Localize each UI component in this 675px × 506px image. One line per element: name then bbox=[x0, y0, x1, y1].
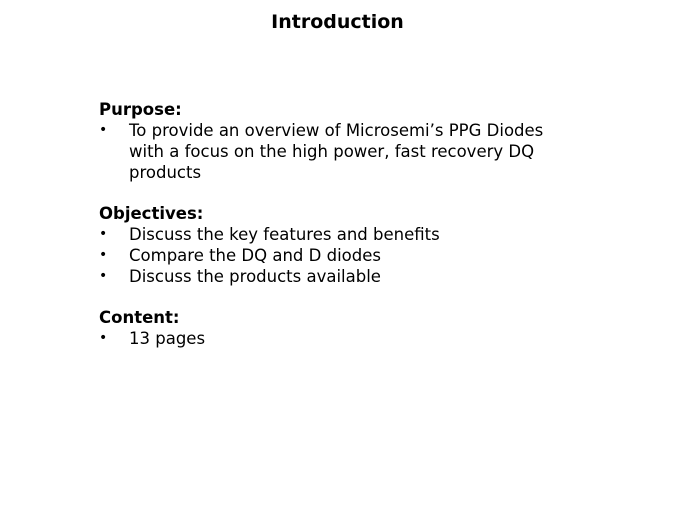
bullet-item: • Discuss the key features and benefits bbox=[99, 225, 440, 244]
section-heading: Objectives: bbox=[99, 204, 204, 223]
section-purpose bbox=[99, 99, 579, 183]
bullet-icon: • bbox=[99, 330, 108, 346]
section-heading: Purpose: bbox=[99, 100, 182, 119]
bullet-item: • To provide an overview of Microsemi’s PPG Diodes with a focus on the high power, fast recovery DQ products bbox=[99, 121, 544, 182]
bullet-icon: • bbox=[99, 226, 108, 242]
bullet-icon: • bbox=[99, 122, 108, 138]
bullet-item: • Discuss the products available bbox=[99, 267, 381, 286]
section-objectives bbox=[99, 203, 579, 287]
section-content bbox=[99, 307, 579, 349]
section-heading: Content: bbox=[99, 308, 180, 327]
bullet-item: • 13 pages bbox=[99, 329, 206, 348]
bullet-icon: • bbox=[99, 268, 108, 284]
slide-title: Introduction bbox=[271, 11, 404, 33]
bullet-item: • Compare the DQ and D diodes bbox=[99, 246, 381, 265]
bullet-icon: • bbox=[99, 247, 108, 263]
slide-content bbox=[99, 99, 579, 349]
